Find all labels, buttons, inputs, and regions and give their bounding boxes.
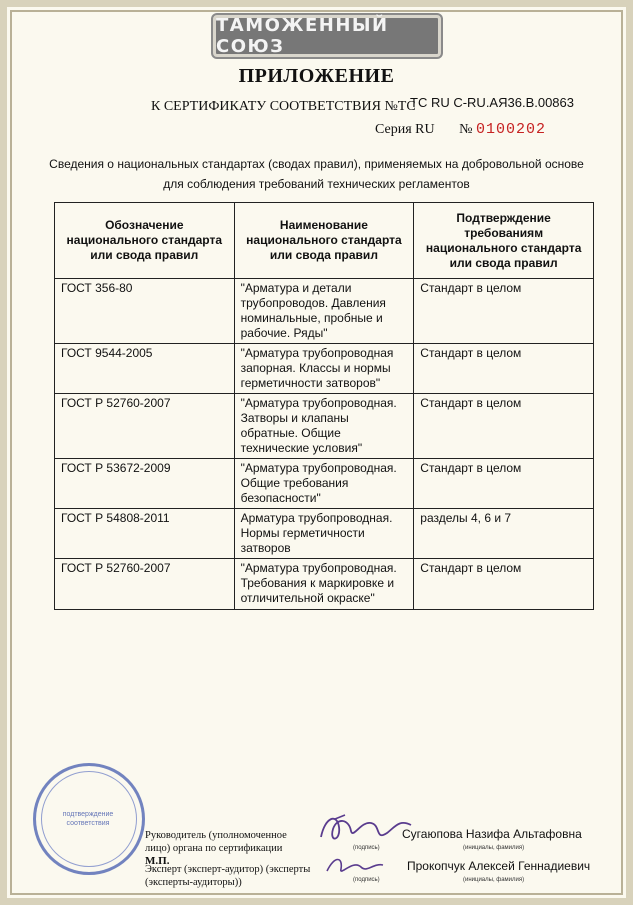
cell-confirmation: Стандарт в целом bbox=[414, 394, 594, 459]
serial-label: № bbox=[459, 122, 473, 137]
column-header-confirmation: Подтверждение требованиям национального стандарта или свода правил bbox=[414, 203, 594, 279]
cell-code: ГОСТ 9544-2005 bbox=[55, 344, 235, 394]
expert-sign-caption: (подпись) bbox=[353, 877, 380, 883]
cell-code: ГОСТ Р 53672-2009 bbox=[55, 459, 235, 509]
cell-code: ГОСТ Р 54808-2011 bbox=[55, 509, 235, 559]
expert-name-caption: (инициалы, фамилия) bbox=[463, 877, 525, 883]
cell-name: Арматура трубопроводная. Нормы герметичности затворов bbox=[234, 509, 414, 559]
subtitle-text: К СЕРТИФИКАТУ СООТВЕТСТВИЯ bbox=[151, 99, 381, 114]
head-role-label: Руководитель (уполномоченное лицо) органа по сертификации bbox=[145, 830, 287, 854]
cell-name: "Арматура трубопроводная запорная. Классы и нормы герметичности затворов" bbox=[234, 344, 414, 394]
standards-table bbox=[54, 202, 594, 610]
info-text: Сведения о национальных стандартах (сводах правил), применяемых на добровольной основе для соблюдения требований технических регламентов bbox=[49, 157, 584, 191]
cell-confirmation: разделы 4, 6 и 7 bbox=[414, 509, 594, 559]
table-row bbox=[55, 344, 594, 394]
certification-stamp bbox=[33, 763, 145, 875]
head-name-caption: (инициалы, фамилия) bbox=[463, 845, 525, 851]
cell-name: "Арматура трубопроводная. Общие требования безопасности" bbox=[234, 459, 414, 509]
cell-name: "Арматура и детали трубопроводов. Давления номинальные, пробные и рабочие. Ряды" bbox=[234, 279, 414, 344]
cell-name: "Арматура трубопроводная. Требования к маркировке и отличительной окраске" bbox=[234, 559, 414, 610]
stamp-center-text: подтверждение соответствия bbox=[62, 811, 114, 827]
table-row bbox=[55, 279, 594, 344]
page-title: ПРИЛОЖЕНИЕ bbox=[238, 65, 395, 87]
table-row bbox=[55, 559, 594, 610]
column-header-code: Обозначение национального стандарта или свода правил bbox=[55, 203, 235, 279]
cell-confirmation: Стандарт в целом bbox=[414, 344, 594, 394]
head-name: Сугаюпова Назифа Альтафовна bbox=[402, 827, 582, 841]
series-value: RU bbox=[415, 122, 435, 137]
cell-confirmation: Стандарт в целом bbox=[414, 559, 594, 610]
series-label: Серия bbox=[375, 122, 412, 137]
cell-code: ГОСТ Р 52760-2007 bbox=[55, 394, 235, 459]
head-sign-caption: (подпись) bbox=[353, 845, 380, 851]
column-header-name: Наименование национального стандарта или свода правил bbox=[234, 203, 414, 279]
number-label: №ТС bbox=[384, 99, 416, 114]
seal-mark: М.П. bbox=[145, 855, 170, 867]
table-row bbox=[55, 459, 594, 509]
series-line bbox=[375, 121, 546, 138]
cell-confirmation: Стандарт в целом bbox=[414, 459, 594, 509]
banner-text: ТАМОЖЕННЫЙ СОЮЗ bbox=[216, 15, 389, 57]
cell-code: ГОСТ 356-80 bbox=[55, 279, 235, 344]
expert-role-label: Эксперт (эксперт-аудитор) (эксперты (эксперты-аудиторы)) bbox=[145, 864, 311, 888]
certificate-number: TC RU C-RU.АЯ36.В.00863 bbox=[410, 95, 574, 110]
certificate-subtitle bbox=[151, 99, 416, 115]
expert-signature-image bbox=[323, 849, 393, 879]
cell-name: "Арматура трубопроводная. Затворы и клапаны обратные. Общие технические условия" bbox=[234, 394, 414, 459]
expert-name: Прокопчук Алексей Геннадиевич bbox=[407, 859, 591, 873]
table-header-row bbox=[55, 203, 594, 279]
cell-confirmation: Стандарт в целом bbox=[414, 279, 594, 344]
table-row bbox=[55, 509, 594, 559]
customs-union-banner bbox=[213, 15, 441, 57]
table-row bbox=[55, 394, 594, 459]
serial-number: 0100202 bbox=[475, 121, 546, 138]
cell-code: ГОСТ Р 52760-2007 bbox=[55, 559, 235, 610]
